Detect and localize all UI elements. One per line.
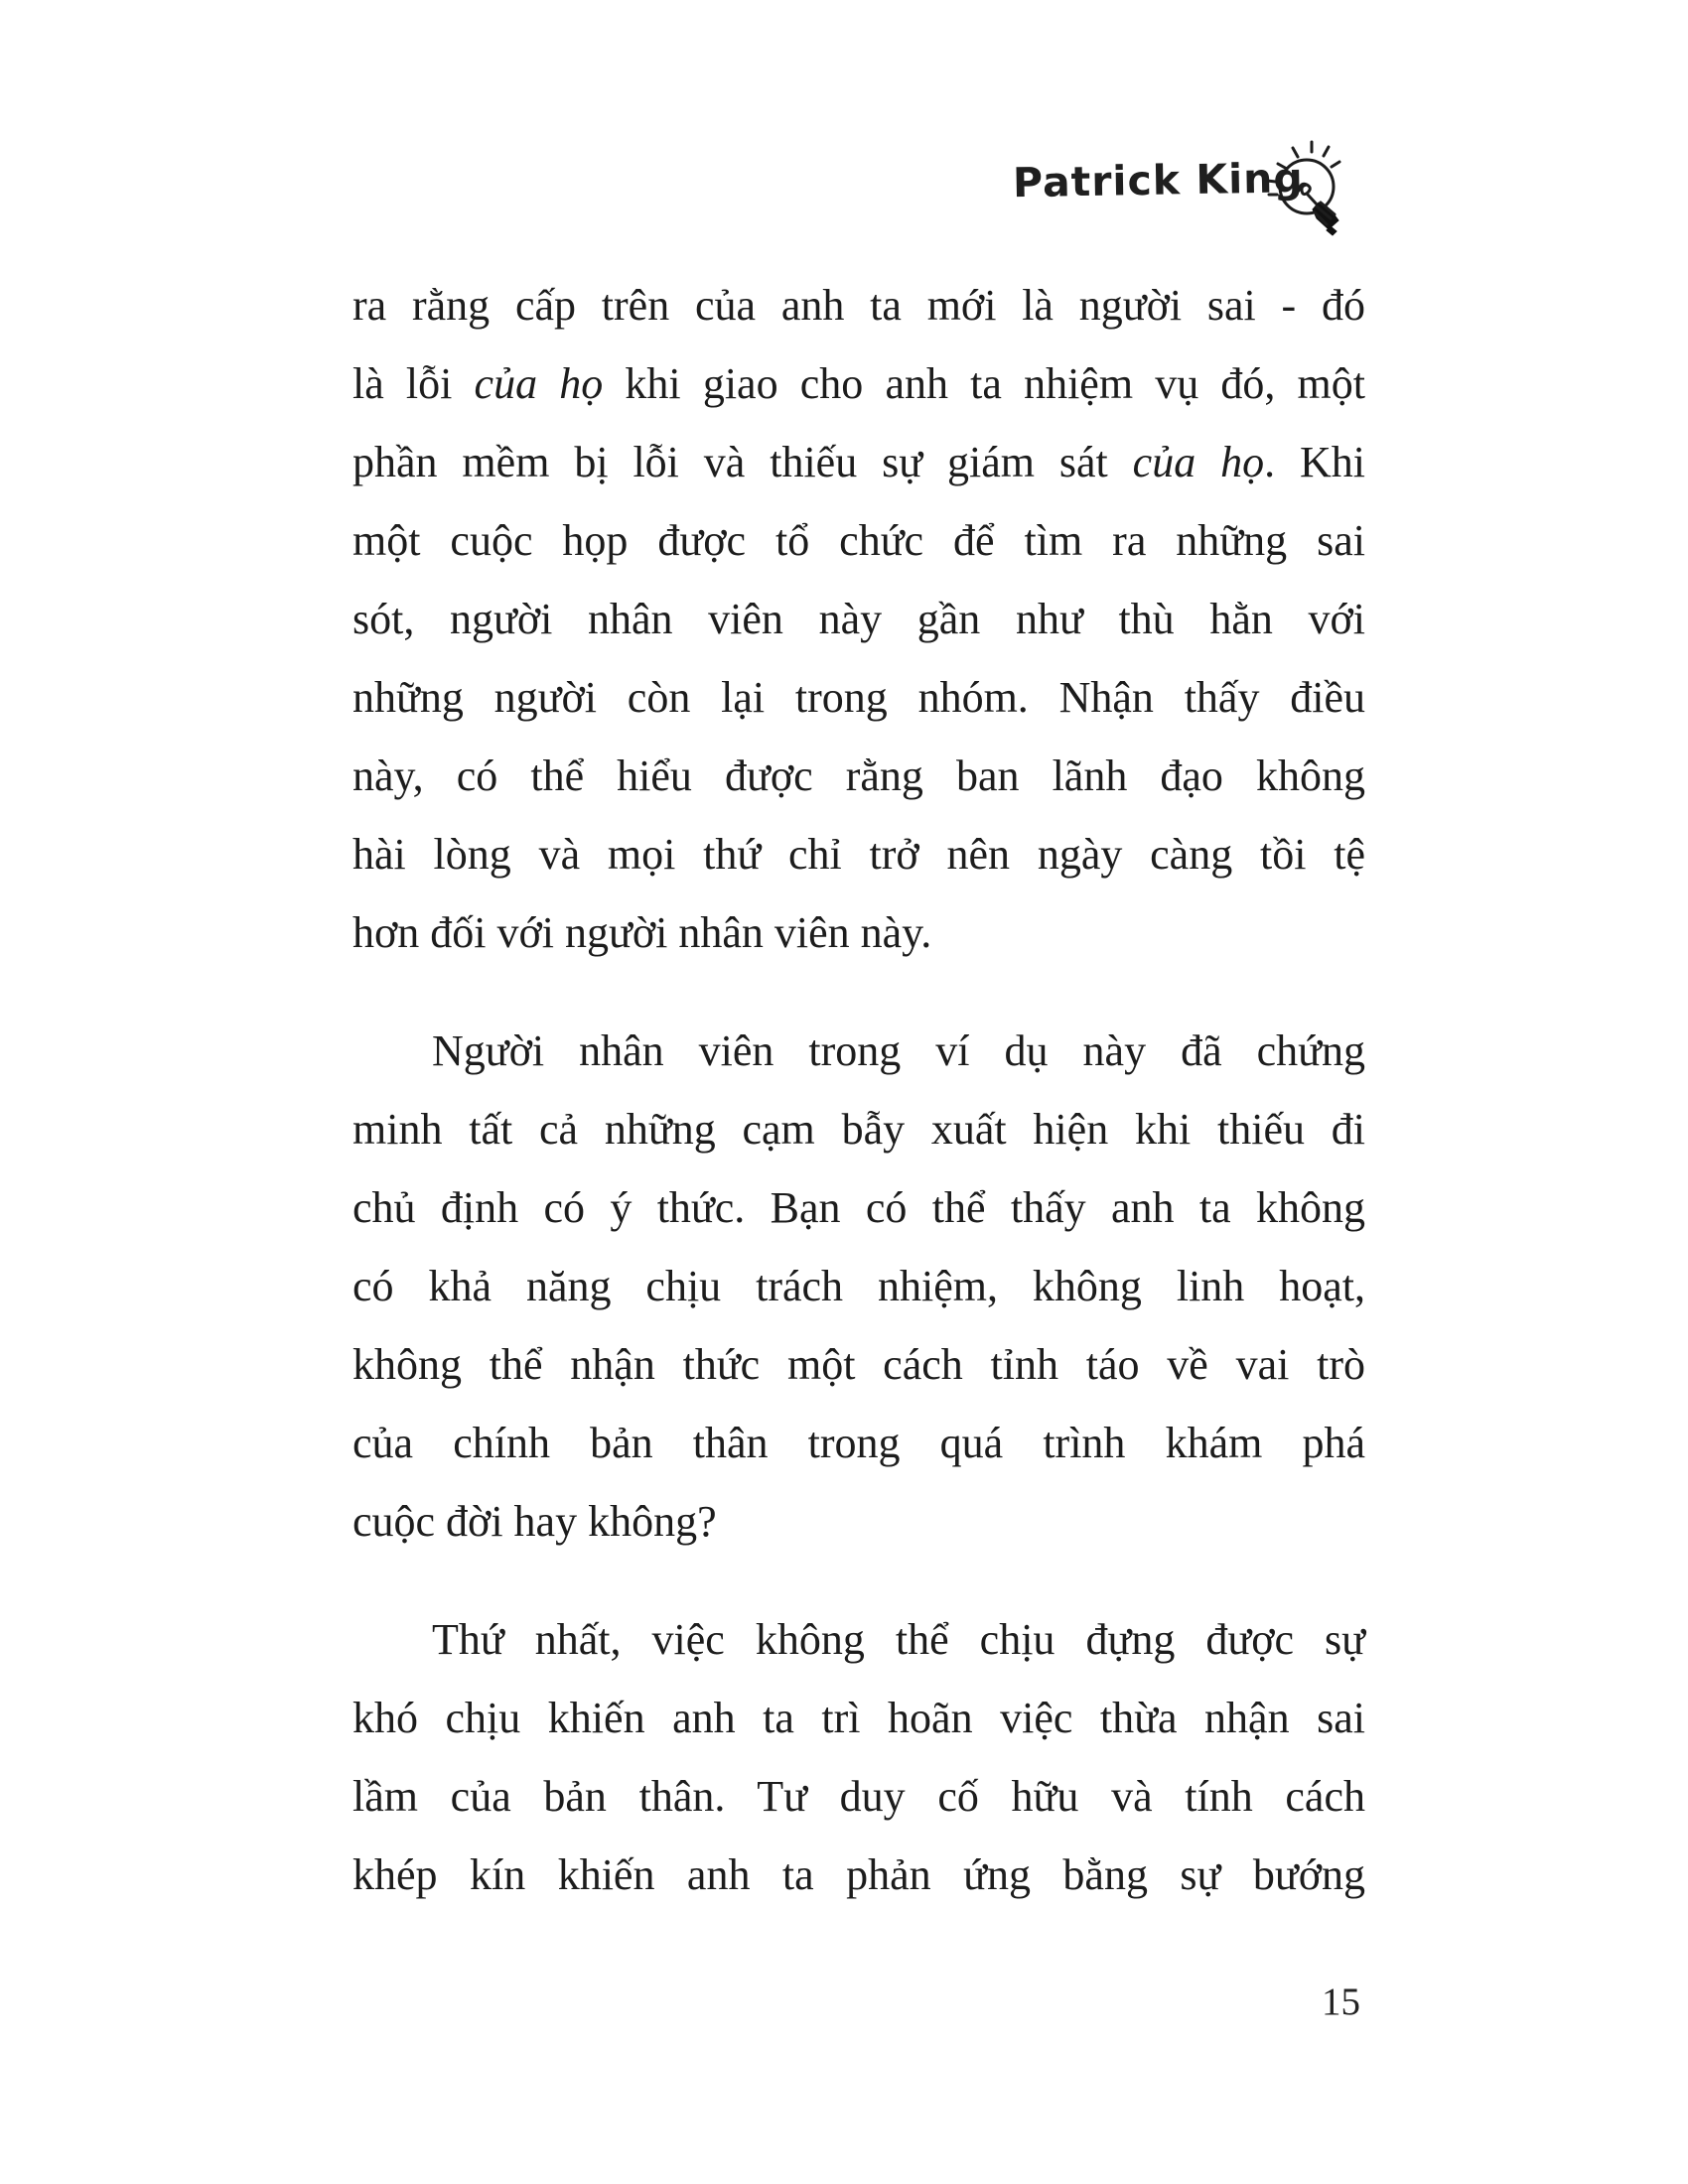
text-line bbox=[352, 815, 1365, 893]
paragraph bbox=[352, 1600, 1365, 1914]
text-line bbox=[352, 1325, 1365, 1404]
text-line bbox=[352, 501, 1365, 580]
text-segment: cuộc đời hay không? bbox=[352, 1497, 717, 1546]
body-text bbox=[352, 266, 1365, 1914]
text-segment: phần mềm bị lỗi và thiếu sự giám sát bbox=[352, 438, 1133, 486]
lightbulb-doodle-icon bbox=[1263, 137, 1346, 245]
text-line bbox=[352, 1247, 1365, 1325]
text-line bbox=[352, 1679, 1365, 1757]
text-segment: một cuộc họp được tổ chức để tìm ra những sai bbox=[352, 516, 1365, 565]
text-line bbox=[352, 737, 1365, 815]
text-line bbox=[352, 423, 1365, 501]
paragraph bbox=[352, 1012, 1365, 1561]
text-segment: minh tất cả những cạm bẫy xuất hiện khi thiếu đi bbox=[352, 1105, 1365, 1154]
text-line bbox=[352, 266, 1365, 344]
text-line bbox=[352, 658, 1365, 737]
text-line bbox=[352, 1600, 1365, 1679]
text-line bbox=[352, 1757, 1365, 1836]
text-segment: khép kín khiến anh ta phản ứng bằng sự bướng bbox=[352, 1850, 1365, 1899]
text-segment: những người còn lại trong nhóm. Nhận thấy điều bbox=[352, 673, 1365, 722]
text-line bbox=[352, 1168, 1365, 1247]
text-line bbox=[352, 1404, 1365, 1482]
running-header-author: Patrick King bbox=[1012, 154, 1305, 207]
paragraph bbox=[352, 266, 1365, 972]
text-segment: có khả năng chịu trách nhiệm, không linh hoạt, bbox=[352, 1262, 1365, 1310]
italic-text-segment: của họ bbox=[1132, 438, 1265, 486]
text-segment: Người nhân viên trong ví dụ này đã chứng bbox=[432, 1026, 1365, 1075]
text-segment: hài lòng và mọi thứ chỉ trở nên ngày càng tồi tệ bbox=[352, 830, 1365, 879]
text-line bbox=[352, 344, 1365, 423]
text-segment: ra rằng cấp trên của anh ta mới là người sai - đó bbox=[352, 281, 1365, 330]
page-number: 15 bbox=[1322, 1980, 1360, 2023]
text-segment: . Khi bbox=[1264, 438, 1366, 486]
text-segment: là lỗi bbox=[352, 359, 475, 408]
text-segment: không thể nhận thức một cách tỉnh táo về vai trò bbox=[352, 1340, 1365, 1389]
text-segment: hơn đối với người nhân viên này. bbox=[352, 908, 932, 957]
text-line bbox=[352, 1012, 1365, 1090]
text-line bbox=[352, 580, 1365, 658]
text-segment: khi giao cho anh ta nhiệm vụ đó, một bbox=[603, 359, 1366, 408]
text-line bbox=[352, 1482, 1365, 1561]
text-line bbox=[352, 1090, 1365, 1168]
text-segment: khó chịu khiến anh ta trì hoãn việc thừa nhận sai bbox=[352, 1694, 1365, 1742]
italic-text-segment: của họ bbox=[474, 359, 604, 408]
text-segment: lầm của bản thân. Tư duy cố hữu và tính cách bbox=[352, 1772, 1365, 1821]
text-segment: của chính bản thân trong quá trình khám phá bbox=[352, 1419, 1365, 1467]
text-segment: này, có thể hiểu được rằng ban lãnh đạo không bbox=[352, 751, 1365, 800]
text-segment: chủ định có ý thức. Bạn có thể thấy anh ta không bbox=[352, 1183, 1365, 1232]
text-segment: sót, người nhân viên này gần như thù hằn với bbox=[352, 595, 1365, 643]
text-segment: Thứ nhất, việc không thể chịu đựng được sự bbox=[432, 1615, 1365, 1664]
text-line bbox=[352, 893, 1365, 972]
text-line bbox=[352, 1836, 1365, 1914]
